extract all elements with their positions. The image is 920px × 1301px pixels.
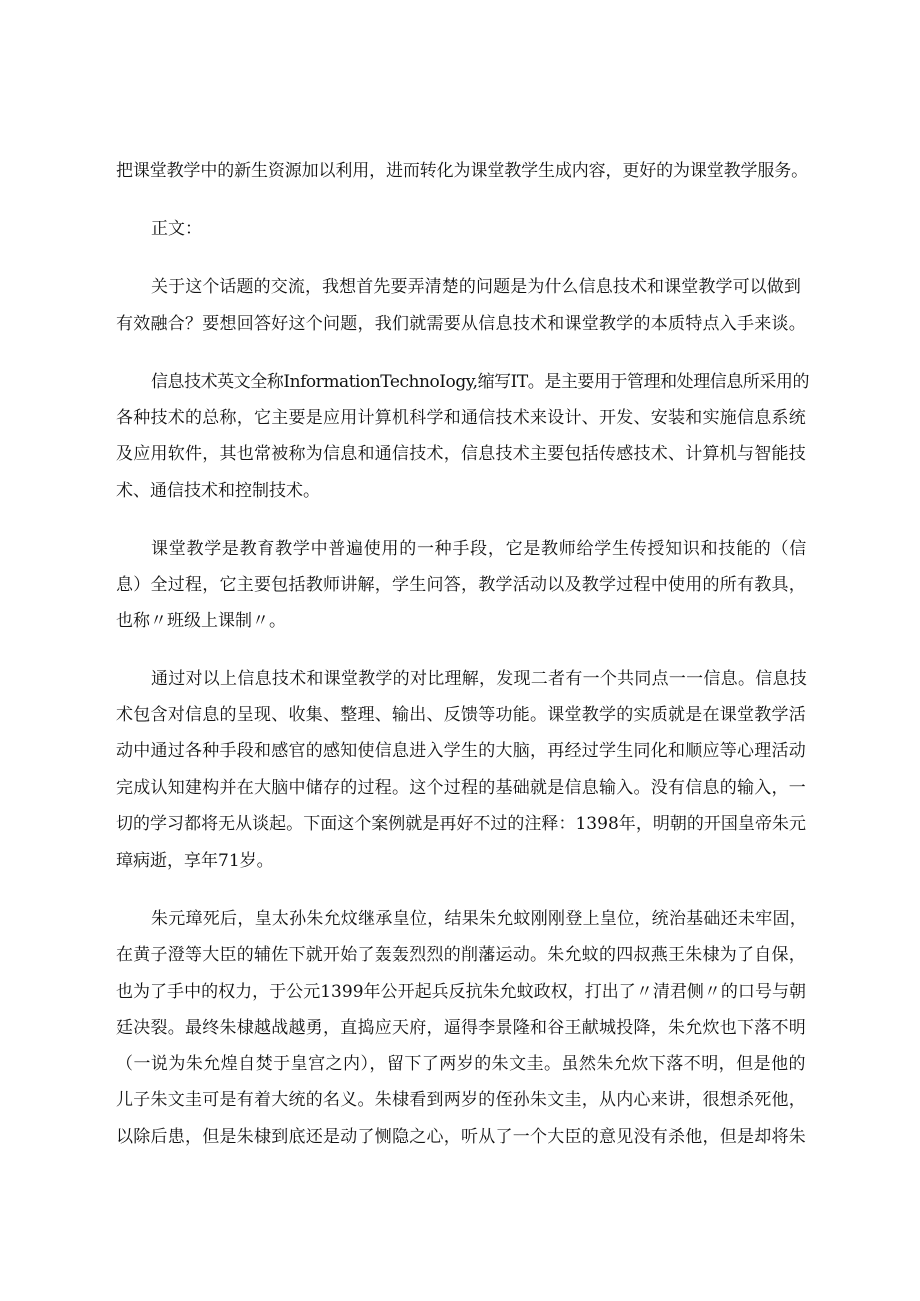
paragraph-line: 课堂教学是教育教学中普遍使用的一种手段，它是教师给学生传授知识和技能的（信 (151, 539, 807, 559)
paragraph-line: 及应用软件，其也常被称为信息和通信技术，信息技术主要包括传感技术、计算机与智能技 (116, 444, 806, 464)
paragraph-line: 璋病逝，享年71岁。 (116, 851, 274, 871)
paragraph-line: 在黄子澄等大臣的辅佐下就开始了轰轰烈烈的削藩运动。朱允蚊的四叔燕王朱棣为了自保， (116, 945, 806, 965)
paragraph-line: 也为了手中的权力，于公元1399年公开起兵反抗朱允蚊政权，打出了〃清君侧〃的口号与朝 (116, 982, 806, 1002)
paragraph-line: 关于这个话题的交流，我想首先要弄清楚的问题是为什么信息技术和课堂教学可以做到 (151, 277, 801, 297)
section-heading: 正文： (151, 219, 202, 239)
paragraph-line: 息）全过程，它主要包括教师讲解，学生问答，教学活动以及教学过程中使用的所有教具， (116, 575, 806, 595)
paragraph-line: 信息技术英文全称InformationTechnoIogy,缩写IT。是主要用于管理和处理信息所采用的 (151, 372, 809, 392)
paragraph-line: 通过对以上信息技术和课堂教学的对比理解，发现二者有一个共同点一一信息。信息技 (151, 669, 807, 689)
paragraph-line: 完成认知建构并在大脑中储存的过程。这个过程的基础就是信息输入。没有信息的输入，一 (116, 778, 806, 798)
paragraph-line: 术、通信技术和控制技术。 (116, 481, 320, 501)
paragraph-line: 各种技术的总称，它主要是应用计算机科学和通信技术来设计、开发、安装和实施信息系统 (116, 408, 806, 428)
paragraph-line: 有效融合？要想回答好这个问题，我们就需要从信息技术和课堂教学的本质特点入手来谈。 (116, 314, 806, 334)
paragraph-line: 以除后患，但是朱棣到底还是动了恻隐之心，听从了一个大臣的意见没有杀他，但是却将朱 (116, 1127, 806, 1147)
paragraph-line: 朱元璋死后，皇太孙朱允炆继承皇位，结果朱允蚊刚刚登上皇位，统治基础还未牢固， (151, 909, 807, 929)
paragraph-line: 也称〃班级上课制〃。 (116, 611, 286, 631)
paragraph-line: 切的学习都将无从谈起。下面这个案例就是再好不过的注释：1398年，明朝的开国皇帝朱元 (116, 814, 806, 834)
paragraph-line: 儿子朱文圭可是有着大统的名义。朱棣看到两岁的侄孙朱文圭，从内心来讲，很想杀死他， (116, 1090, 806, 1110)
paragraph-line: （一说为朱允煌自焚于皇宫之内），留下了两岁的朱文圭。虽然朱允炊下落不明，但是他的 (116, 1054, 806, 1074)
paragraph-line: 术包含对信息的呈现、收集、整理、输出、反馈等功能。课堂教学的实质就是在课堂教学活 (116, 705, 806, 725)
paragraph-line: 廷决裂。最终朱棣越战越勇，直捣应天府，逼得李景隆和谷王献城投降，朱允炊也下落不明 (116, 1018, 806, 1038)
paragraph-line: 动中通过各种手段和感官的感知使信息进入学生的大脑，再经过学生同化和顺应等心理活动 (116, 741, 806, 761)
paragraph-line: 把课堂教学中的新生资源加以利用，进而转化为课堂教学生成内容，更好的为课堂教学服务。 (116, 161, 808, 181)
